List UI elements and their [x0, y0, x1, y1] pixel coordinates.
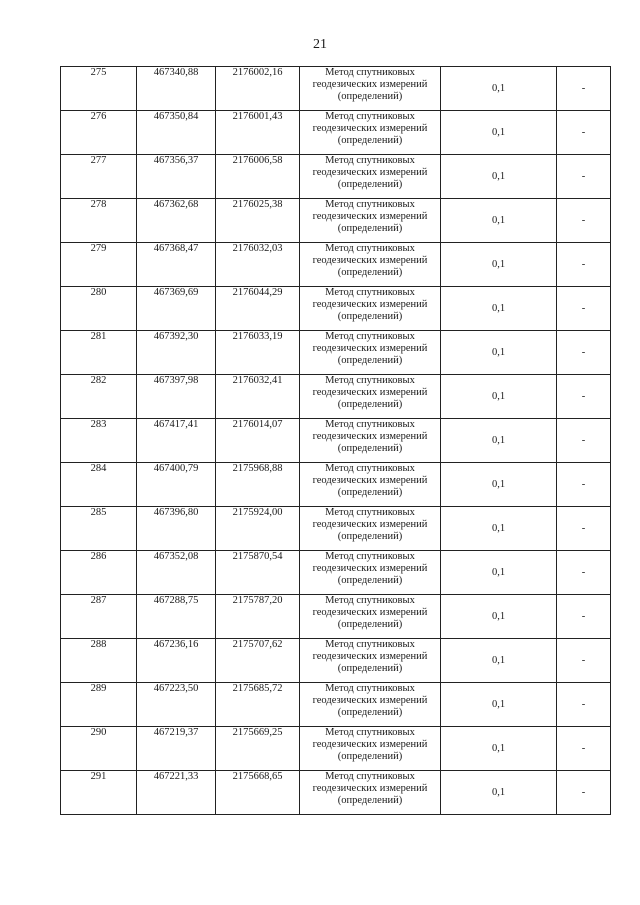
- method-line: (определений): [337, 487, 403, 498]
- y-coordinate-cell: 2176014,07: [216, 419, 300, 463]
- point-number-cell: 290: [61, 727, 137, 771]
- point-number-cell: 291: [61, 771, 137, 815]
- method-line: Метод спутниковых: [325, 375, 415, 386]
- method-cell: [300, 727, 441, 771]
- point-number-cell: 279: [61, 243, 137, 287]
- accuracy-cell: 0,1: [441, 111, 557, 155]
- method-cell: [300, 551, 441, 595]
- method-line: (определений): [337, 751, 403, 762]
- table-row: [61, 463, 611, 507]
- method-line: геодезических измерений: [312, 123, 428, 134]
- table-row: [61, 155, 611, 199]
- table-row: [61, 771, 611, 815]
- table-row: [61, 507, 611, 551]
- y-coordinate-cell: 2175968,88: [216, 463, 300, 507]
- method-cell: [300, 375, 441, 419]
- accuracy-cell: 0,1: [441, 375, 557, 419]
- x-coordinate-cell: 467400,79: [137, 463, 216, 507]
- method-line: (определений): [337, 267, 403, 278]
- table-row: [61, 683, 611, 727]
- method-line: Метод спутниковых: [325, 287, 415, 298]
- description-cell: -: [557, 331, 611, 375]
- y-coordinate-cell: 2175924,00: [216, 507, 300, 551]
- method-line: геодезических измерений: [312, 563, 428, 574]
- y-coordinate-cell: 2176006,58: [216, 155, 300, 199]
- point-number-cell: 283: [61, 419, 137, 463]
- table-row: [61, 111, 611, 155]
- description-cell: -: [557, 639, 611, 683]
- point-number-cell: 288: [61, 639, 137, 683]
- y-coordinate-cell: 2176033,19: [216, 331, 300, 375]
- accuracy-cell: 0,1: [441, 771, 557, 815]
- y-coordinate-cell: 2175669,25: [216, 727, 300, 771]
- description-cell: -: [557, 243, 611, 287]
- point-number-cell: 281: [61, 331, 137, 375]
- method-line: (определений): [337, 795, 403, 806]
- accuracy-cell: 0,1: [441, 639, 557, 683]
- method-line: Метод спутниковых: [325, 639, 415, 650]
- table-row: [61, 67, 611, 111]
- y-coordinate-cell: 2176025,38: [216, 199, 300, 243]
- table-row: [61, 331, 611, 375]
- y-coordinate-cell: 2176001,43: [216, 111, 300, 155]
- method-line: геодезических измерений: [312, 255, 428, 266]
- method-line: (определений): [337, 531, 403, 542]
- method-cell: [300, 419, 441, 463]
- method-cell: [300, 67, 441, 111]
- method-line: Метод спутниковых: [325, 419, 415, 430]
- description-cell: -: [557, 727, 611, 771]
- method-line: Метод спутниковых: [325, 507, 415, 518]
- accuracy-cell: 0,1: [441, 287, 557, 331]
- method-line: (определений): [337, 355, 403, 366]
- accuracy-cell: 0,1: [441, 463, 557, 507]
- method-line: Метод спутниковых: [325, 683, 415, 694]
- x-coordinate-cell: 467350,84: [137, 111, 216, 155]
- method-line: геодезических измерений: [312, 343, 428, 354]
- method-line: Метод спутниковых: [325, 595, 415, 606]
- method-line: (определений): [337, 223, 403, 234]
- x-coordinate-cell: 467219,37: [137, 727, 216, 771]
- y-coordinate-cell: 2175668,65: [216, 771, 300, 815]
- method-line: Метод спутниковых: [325, 463, 415, 474]
- method-line: Метод спутниковых: [325, 155, 415, 166]
- table-row: [61, 375, 611, 419]
- method-line: (определений): [337, 443, 403, 454]
- method-line: Метод спутниковых: [325, 331, 415, 342]
- method-line: геодезических измерений: [312, 475, 428, 486]
- y-coordinate-cell: 2176002,16: [216, 67, 300, 111]
- x-coordinate-cell: 467368,47: [137, 243, 216, 287]
- table-row: [61, 727, 611, 771]
- method-cell: [300, 155, 441, 199]
- method-line: Метод спутниковых: [325, 67, 415, 78]
- description-cell: -: [557, 683, 611, 727]
- description-cell: -: [557, 595, 611, 639]
- method-line: Метод спутниковых: [325, 727, 415, 738]
- method-cell: [300, 595, 441, 639]
- description-cell: -: [557, 507, 611, 551]
- table-row: [61, 419, 611, 463]
- accuracy-cell: 0,1: [441, 243, 557, 287]
- accuracy-cell: 0,1: [441, 595, 557, 639]
- method-line: Метод спутниковых: [325, 111, 415, 122]
- method-line: Метод спутниковых: [325, 199, 415, 210]
- accuracy-cell: 0,1: [441, 199, 557, 243]
- table-body: [61, 67, 611, 815]
- method-line: геодезических измерений: [312, 167, 428, 178]
- description-cell: -: [557, 463, 611, 507]
- method-line: (определений): [337, 707, 403, 718]
- x-coordinate-cell: 467356,37: [137, 155, 216, 199]
- accuracy-cell: 0,1: [441, 419, 557, 463]
- description-cell: -: [557, 155, 611, 199]
- point-number-cell: 276: [61, 111, 137, 155]
- method-cell: [300, 507, 441, 551]
- x-coordinate-cell: 467352,08: [137, 551, 216, 595]
- method-line: (определений): [337, 135, 403, 146]
- x-coordinate-cell: 467288,75: [137, 595, 216, 639]
- point-number-cell: 280: [61, 287, 137, 331]
- method-cell: [300, 639, 441, 683]
- x-coordinate-cell: 467369,69: [137, 287, 216, 331]
- accuracy-cell: 0,1: [441, 507, 557, 551]
- method-line: (определений): [337, 619, 403, 630]
- point-number-cell: 278: [61, 199, 137, 243]
- method-line: (определений): [337, 91, 403, 102]
- method-cell: [300, 771, 441, 815]
- method-cell: [300, 111, 441, 155]
- table-row: [61, 243, 611, 287]
- x-coordinate-cell: 467221,33: [137, 771, 216, 815]
- x-coordinate-cell: 467397,98: [137, 375, 216, 419]
- method-line: геодезических измерений: [312, 651, 428, 662]
- point-number-cell: 284: [61, 463, 137, 507]
- description-cell: -: [557, 771, 611, 815]
- x-coordinate-cell: 467392,30: [137, 331, 216, 375]
- point-number-cell: 289: [61, 683, 137, 727]
- point-number-cell: 285: [61, 507, 137, 551]
- description-cell: -: [557, 111, 611, 155]
- method-line: геодезических измерений: [312, 431, 428, 442]
- point-number-cell: 282: [61, 375, 137, 419]
- method-line: геодезических измерений: [312, 783, 428, 794]
- page-number: 21: [313, 37, 327, 52]
- description-cell: -: [557, 67, 611, 111]
- method-line: геодезических измерений: [312, 519, 428, 530]
- method-line: (определений): [337, 399, 403, 410]
- method-line: Метод спутниковых: [325, 551, 415, 562]
- point-number-cell: 287: [61, 595, 137, 639]
- x-coordinate-cell: 467417,41: [137, 419, 216, 463]
- point-number-cell: 277: [61, 155, 137, 199]
- method-line: (определений): [337, 663, 403, 674]
- y-coordinate-cell: 2176044,29: [216, 287, 300, 331]
- method-line: геодезических измерений: [312, 695, 428, 706]
- description-cell: -: [557, 375, 611, 419]
- method-line: (определений): [337, 311, 403, 322]
- point-number-cell: 275: [61, 67, 137, 111]
- description-cell: -: [557, 419, 611, 463]
- y-coordinate-cell: 2175870,54: [216, 551, 300, 595]
- table-row: [61, 639, 611, 683]
- accuracy-cell: 0,1: [441, 67, 557, 111]
- method-cell: [300, 683, 441, 727]
- accuracy-cell: 0,1: [441, 551, 557, 595]
- method-line: геодезических измерений: [312, 211, 428, 222]
- coordinates-table: [60, 66, 611, 815]
- y-coordinate-cell: 2175685,72: [216, 683, 300, 727]
- method-cell: [300, 463, 441, 507]
- point-number-cell: 286: [61, 551, 137, 595]
- y-coordinate-cell: 2176032,03: [216, 243, 300, 287]
- method-line: геодезических измерений: [312, 387, 428, 398]
- table-row: [61, 199, 611, 243]
- method-line: геодезических измерений: [312, 299, 428, 310]
- description-cell: -: [557, 551, 611, 595]
- description-cell: -: [557, 287, 611, 331]
- method-cell: [300, 331, 441, 375]
- method-line: Метод спутниковых: [325, 243, 415, 254]
- method-cell: [300, 243, 441, 287]
- table-row: [61, 551, 611, 595]
- y-coordinate-cell: 2175787,20: [216, 595, 300, 639]
- method-line: геодезических измерений: [312, 79, 428, 90]
- y-coordinate-cell: 2175707,62: [216, 639, 300, 683]
- x-coordinate-cell: 467236,16: [137, 639, 216, 683]
- x-coordinate-cell: 467396,80: [137, 507, 216, 551]
- method-line: Метод спутниковых: [325, 771, 415, 782]
- method-line: геодезических измерений: [312, 607, 428, 618]
- accuracy-cell: 0,1: [441, 155, 557, 199]
- accuracy-cell: 0,1: [441, 683, 557, 727]
- method-cell: [300, 199, 441, 243]
- description-cell: -: [557, 199, 611, 243]
- x-coordinate-cell: 467362,68: [137, 199, 216, 243]
- x-coordinate-cell: 467340,88: [137, 67, 216, 111]
- method-line: (определений): [337, 575, 403, 586]
- accuracy-cell: 0,1: [441, 331, 557, 375]
- accuracy-cell: 0,1: [441, 727, 557, 771]
- x-coordinate-cell: 467223,50: [137, 683, 216, 727]
- method-line: (определений): [337, 179, 403, 190]
- table-row: [61, 287, 611, 331]
- y-coordinate-cell: 2176032,41: [216, 375, 300, 419]
- method-line: геодезических измерений: [312, 739, 428, 750]
- method-cell: [300, 287, 441, 331]
- table-row: [61, 595, 611, 639]
